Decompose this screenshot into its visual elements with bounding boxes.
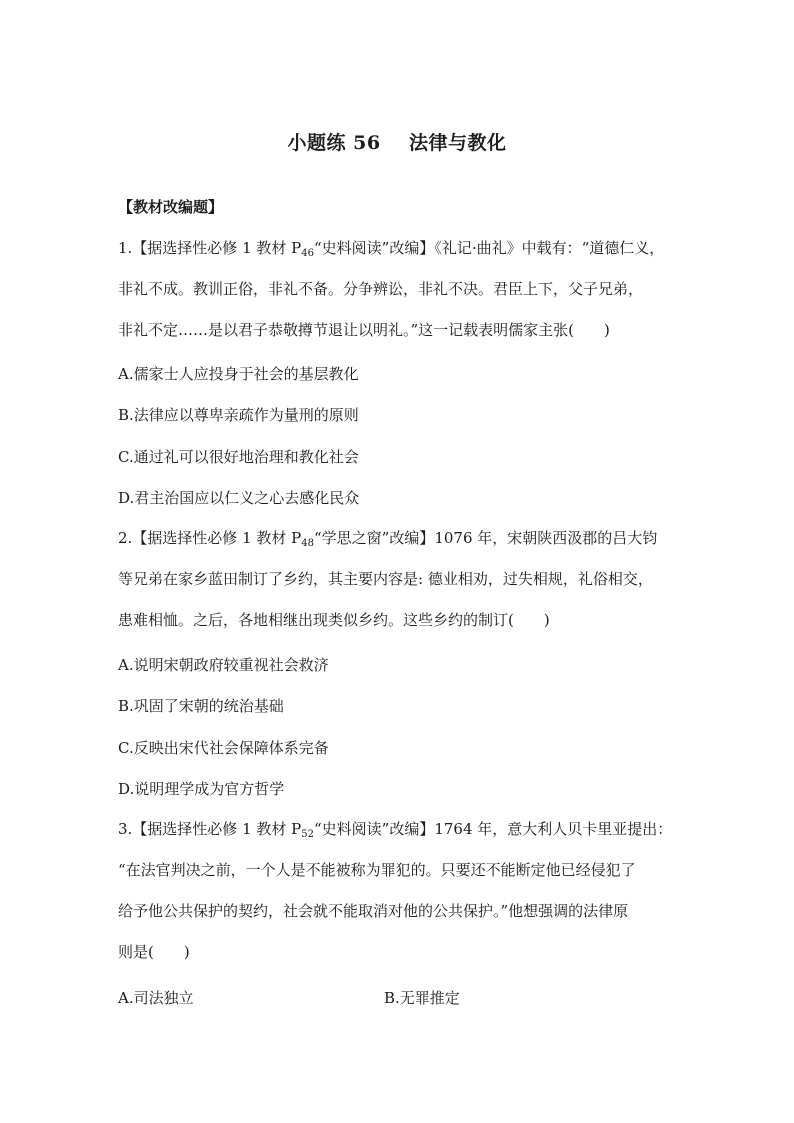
- question-1-line-3: 非礼不定……是以君子恭敬撙节退让以明礼。”这一记载表明儒家主张( ): [118, 321, 610, 339]
- question-1-option-c: C.通过礼可以很好地治理和教化社会: [118, 448, 359, 466]
- page-title: 小题练 56 法律与教化: [287, 132, 507, 154]
- question-2-option-b: B.巩固了宋朝的统治基础: [118, 697, 284, 715]
- question-3-line-4: 则是( ): [118, 943, 190, 961]
- section-heading: 【教材改编题】: [118, 198, 224, 216]
- question-2-option-a: A.说明宋朝政府较重视社会救济: [118, 656, 329, 674]
- question-2-option-d: D.说明理学成为官方哲学: [118, 780, 285, 798]
- question-1-option-d: D.君主治国应以仁义之心去感化民众: [118, 489, 360, 507]
- question-1-line-2: 非礼不成。教训正俗，非礼不备。分争辨讼，非礼不决。君臣上下，父子兄弟，: [118, 280, 644, 298]
- question-1-option-b: B.法律应以尊卑亲疏作为量刑的原则: [118, 406, 359, 424]
- question-2-option-c: C.反映出宋代社会保障体系完备: [118, 739, 329, 757]
- question-2-line-3: 患难相恤。之后，各地相继出现类似乡约。这些乡约的制订( ): [118, 611, 550, 629]
- question-2-line-1: 2.【据选择性必修 1 教材 $P_{48}“$学思之窗”改编】1076 年，宋朝陕西汲郡的吕大钧: [118, 529, 658, 549]
- question-1-stem: [118, 228, 684, 351]
- question-3-line-1: 3.【据选择性必修 1 教材 $P_{52}“$史料阅读”改编】1764 年，意大利人贝卡里亚提出：: [118, 820, 673, 840]
- question-2-line-2: 等兄弟在家乡蓝田制订了乡约，其主要内容是: 德业相劝，过失相规，礼俗相交，: [118, 570, 653, 588]
- question-3-line-3: 给予他公共保护的契约，社会就不能取消对他的公共保护。”他想强调的法律原: [118, 902, 629, 920]
- question-2-stem: [118, 518, 684, 641]
- question-3-stem: [118, 809, 684, 973]
- question-1-line-1: 1.【据选择性必修 1 教材 $P_{46}“$史料阅读”改编】《礼记·曲礼》中载有：“道德仁义，: [118, 239, 665, 259]
- question-3-option-a: A.司法独立: [118, 989, 194, 1007]
- question-3-option-b: B.无罪推定: [384, 989, 460, 1007]
- question-1-option-a: A.儒家士人应投身于社会的基层教化: [118, 365, 359, 383]
- question-3-line-2: “在法官判决之前，一个人是不能被称为罪犯的。只要还不能断定他已经侵犯了: [118, 861, 636, 879]
